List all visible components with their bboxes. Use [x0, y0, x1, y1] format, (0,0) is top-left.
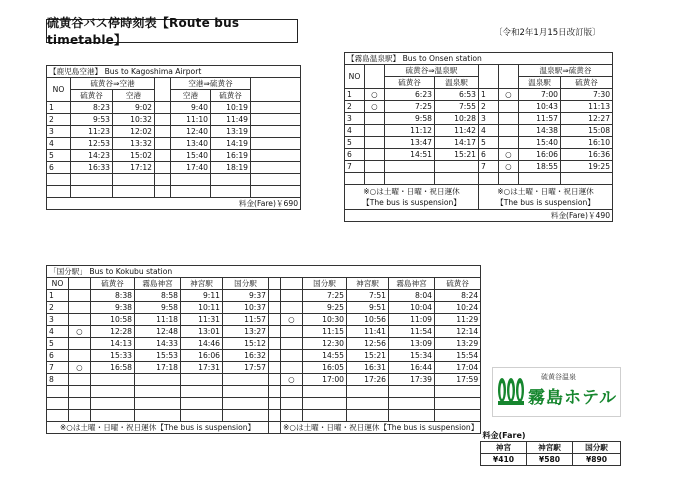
holiday-mark: [69, 338, 91, 350]
row-number: 1: [47, 102, 71, 114]
time-cell: 9:53: [71, 114, 113, 126]
time-cell: 11:09: [389, 314, 435, 326]
time-cell: 9:11: [181, 290, 223, 302]
kokubu-no-header: NO: [47, 278, 69, 290]
holiday-mark: ○: [69, 326, 91, 338]
holiday-mark: ○: [281, 314, 303, 326]
time-cell: 15:54: [435, 350, 481, 362]
table-row: [345, 89, 613, 101]
holiday-mark: [365, 125, 385, 137]
onsen-no-header: NO: [345, 65, 365, 89]
airport-col-header: 空港: [113, 90, 155, 102]
table-row: [47, 302, 481, 314]
holiday-mark: [69, 350, 91, 362]
row-number: 4: [479, 125, 499, 137]
table-row: [345, 149, 613, 161]
time-cell: 13:40: [171, 138, 211, 150]
time-cell: 11:23: [71, 126, 113, 138]
onsen-col-header: 硫黄谷: [385, 77, 435, 89]
time-cell: 10:28: [435, 113, 479, 125]
time-cell: 8:58: [135, 290, 181, 302]
row-number: 8: [47, 374, 69, 386]
time-cell: 16:32: [223, 350, 269, 362]
time-cell: 10:37: [223, 302, 269, 314]
kokubu-fare-table: [480, 430, 621, 466]
gap-cell: [269, 290, 281, 302]
row-number: 3: [47, 314, 69, 326]
time-cell: 9:58: [135, 302, 181, 314]
holiday-mark: [365, 137, 385, 149]
onsen-note-inbound: [479, 185, 613, 210]
table-row: [47, 138, 301, 150]
time-cell: 12:53: [71, 138, 113, 150]
airport-col-header: 硫黄谷: [211, 90, 251, 102]
table-row: [47, 150, 301, 162]
gap-cell: [155, 162, 171, 174]
time-cell: 7:51: [347, 290, 389, 302]
onsen-fare: 料金(Fare)￥490: [345, 210, 613, 222]
table-row: [345, 125, 613, 137]
airport-dir-inbound: 空港⇒硫黄谷: [171, 78, 251, 90]
kokubu-col-header: 硫黄谷: [435, 278, 481, 290]
time-cell: 15:53: [135, 350, 181, 362]
row-number: 1: [345, 89, 365, 101]
row-number: 5: [47, 150, 71, 162]
table-row: [47, 314, 481, 326]
gap-cell: [269, 326, 281, 338]
table-row: [47, 326, 481, 338]
holiday-mark: ○: [499, 161, 519, 173]
time-cell: 9:02: [113, 102, 155, 114]
onsen-note-line1: ※○は土曜・日曜・祝日運休: [497, 187, 594, 196]
holiday-mark: [281, 350, 303, 362]
time-cell: 11:29: [435, 314, 481, 326]
time-cell: 15:12: [223, 338, 269, 350]
time-cell: 12:56: [347, 338, 389, 350]
kokubu-col-header: 国分駅: [303, 278, 347, 290]
row-number: 6: [345, 149, 365, 161]
time-cell: 10:11: [181, 302, 223, 314]
time-cell: 18:19: [211, 162, 251, 174]
gap-cell: [155, 114, 171, 126]
holiday-mark: [499, 137, 519, 149]
time-cell: 16:33: [71, 162, 113, 174]
logo-subtitle: 硫黄谷温泉: [541, 373, 576, 381]
time-cell: 13:32: [113, 138, 155, 150]
row-number: 6: [47, 350, 69, 362]
gap-cell: [269, 302, 281, 314]
row-number: 2: [479, 101, 499, 113]
holiday-mark: [281, 290, 303, 302]
holiday-mark: [281, 338, 303, 350]
holiday-mark: [365, 149, 385, 161]
holiday-mark: [281, 302, 303, 314]
time-cell: 7:25: [385, 101, 435, 113]
time-cell: 13:19: [211, 126, 251, 138]
fare-value-shrine: ¥410: [481, 454, 527, 466]
hotel-mark-icon: [497, 377, 525, 407]
gap-cell: [155, 102, 171, 114]
gap-cell: [251, 102, 301, 114]
row-number: 5: [479, 137, 499, 149]
table-row: [345, 137, 613, 149]
onsen-caption: 【霧島温泉駅】 Bus to Onsen station: [345, 53, 613, 65]
time-cell: 17:40: [171, 162, 211, 174]
time-cell: 12:28: [91, 326, 135, 338]
time-cell: 9:51: [347, 302, 389, 314]
holiday-mark: [69, 314, 91, 326]
time-cell: 14:23: [71, 150, 113, 162]
time-cell: 16:19: [211, 150, 251, 162]
row-number: 5: [345, 137, 365, 149]
row-number: 2: [47, 114, 71, 126]
time-cell: 17:31: [181, 362, 223, 374]
time-cell: 14:33: [135, 338, 181, 350]
time-cell: 15:40: [171, 150, 211, 162]
airport-timetable: [46, 65, 301, 210]
time-cell: 16:58: [91, 362, 135, 374]
time-cell: 12:48: [135, 326, 181, 338]
time-cell: 18:55: [519, 161, 561, 173]
time-cell: 12:14: [435, 326, 481, 338]
kokubu-col-header: 霧島神宮: [389, 278, 435, 290]
fare-head-shrine: 神宮: [481, 442, 527, 454]
kokubu-col-header: 硫黄谷: [91, 278, 135, 290]
table-row: [47, 338, 481, 350]
holiday-mark: ○: [281, 374, 303, 386]
table-row: [47, 162, 301, 174]
holiday-mark: [365, 161, 385, 173]
kokubu-col-header: 神宮駅: [181, 278, 223, 290]
time-cell: 9:37: [223, 290, 269, 302]
airport-col-header: 空港: [171, 90, 211, 102]
row-number: 3: [479, 113, 499, 125]
gap-cell: [251, 138, 301, 150]
row-number: 4: [47, 326, 69, 338]
onsen-dir-outbound: 硫黄谷⇒温泉駅: [385, 65, 479, 77]
time-cell: 13:01: [181, 326, 223, 338]
time-cell: 8:23: [71, 102, 113, 114]
time-cell: 8:04: [389, 290, 435, 302]
time-cell: 12:02: [113, 126, 155, 138]
page-title: 硫黄谷バス停時刻表【Route bus timetable】: [46, 19, 298, 43]
time-cell: 9:38: [91, 302, 135, 314]
time-cell: 17:18: [135, 362, 181, 374]
row-number: 7: [479, 161, 499, 173]
row-number: 7: [47, 362, 69, 374]
time-cell: 7:30: [561, 89, 613, 101]
time-cell: 10:32: [113, 114, 155, 126]
time-cell: 15:21: [347, 350, 389, 362]
time-cell: [223, 374, 269, 386]
holiday-mark: [69, 374, 91, 386]
time-cell: [135, 374, 181, 386]
time-cell: 10:04: [389, 302, 435, 314]
time-cell: 16:06: [181, 350, 223, 362]
onsen-note-line2: 【The bus is suspension】: [362, 198, 461, 207]
row-number: 6: [47, 162, 71, 174]
time-cell: 11:10: [171, 114, 211, 126]
table-row: [345, 161, 613, 173]
table-row: [47, 362, 481, 374]
row-number: 2: [47, 302, 69, 314]
onsen-dir-inbound: 温泉駅⇒硫黄谷: [519, 65, 613, 77]
gap-cell: [269, 350, 281, 362]
time-cell: [385, 161, 435, 173]
time-cell: 15:34: [389, 350, 435, 362]
airport-col-header: 硫黄谷: [71, 90, 113, 102]
time-cell: 13:27: [223, 326, 269, 338]
time-cell: 11:54: [389, 326, 435, 338]
row-number: 7: [345, 161, 365, 173]
time-cell: 13:09: [389, 338, 435, 350]
fare-value-kokubu-station: ¥890: [573, 454, 621, 466]
holiday-mark: [499, 113, 519, 125]
time-cell: 14:17: [435, 137, 479, 149]
gap-cell: [155, 150, 171, 162]
holiday-mark: ○: [499, 149, 519, 161]
time-cell: 14:55: [303, 350, 347, 362]
time-cell: 6:23: [385, 89, 435, 101]
holiday-mark: [499, 125, 519, 137]
onsen-col-header: 温泉駅: [519, 77, 561, 89]
time-cell: 13:29: [435, 338, 481, 350]
table-row: [345, 113, 613, 125]
blank-row: [345, 173, 613, 185]
blank-row: [47, 386, 481, 398]
gap-cell: [155, 138, 171, 150]
kokubu-caption: 「国分駅」 Bus to Kokubu station: [47, 266, 481, 278]
blank-row: [47, 186, 301, 198]
time-cell: 11:41: [347, 326, 389, 338]
time-cell: 9:58: [385, 113, 435, 125]
time-cell: 14:38: [519, 125, 561, 137]
holiday-mark: [365, 113, 385, 125]
time-cell: 9:40: [171, 102, 211, 114]
time-cell: 12:30: [303, 338, 347, 350]
time-cell: 16:44: [389, 362, 435, 374]
holiday-mark: ○: [365, 89, 385, 101]
time-cell: 11:15: [303, 326, 347, 338]
onsen-col-header: 温泉駅: [435, 77, 479, 89]
time-cell: 17:12: [113, 162, 155, 174]
time-cell: 11:42: [435, 125, 479, 137]
row-number: 2: [345, 101, 365, 113]
row-number: 3: [47, 126, 71, 138]
table-row: [47, 114, 301, 126]
time-cell: 11:57: [519, 113, 561, 125]
time-cell: 17:57: [223, 362, 269, 374]
time-cell: 16:06: [519, 149, 561, 161]
time-cell: 16:05: [303, 362, 347, 374]
time-cell: 14:46: [181, 338, 223, 350]
time-cell: 15:33: [91, 350, 135, 362]
time-cell: 15:08: [561, 125, 613, 137]
onsen-note-line1: ※○は土曜・日曜・祝日運休: [363, 187, 460, 196]
time-cell: 10:30: [303, 314, 347, 326]
time-cell: 7:25: [303, 290, 347, 302]
time-cell: 11:13: [561, 101, 613, 113]
time-cell: 12:27: [561, 113, 613, 125]
holiday-mark: ○: [499, 89, 519, 101]
time-cell: 9:25: [303, 302, 347, 314]
blank-row: [47, 174, 301, 186]
time-cell: 14:13: [91, 338, 135, 350]
holiday-mark: [281, 326, 303, 338]
gap-cell: [269, 374, 281, 386]
fare-value-jingu-station: ¥580: [527, 454, 573, 466]
row-number: 3: [345, 113, 365, 125]
time-cell: 16:31: [347, 362, 389, 374]
blank-row: [47, 410, 481, 422]
time-cell: 11:12: [385, 125, 435, 137]
revision-date: 〔令和2年1月15日改訂版〕: [494, 28, 601, 38]
kokubu-note-inbound: ※○は土曜・日曜・祝日運休【The bus is suspension】: [281, 422, 481, 434]
row-number: 6: [479, 149, 499, 161]
gap-cell: [269, 362, 281, 374]
onsen-timetable: [344, 52, 613, 222]
time-cell: 14:19: [211, 138, 251, 150]
onsen-note-line2: 【The bus is suspension】: [496, 198, 595, 207]
onsen-note-outbound: [345, 185, 479, 210]
time-cell: 6:53: [435, 89, 479, 101]
time-cell: 16:10: [561, 137, 613, 149]
time-cell: 17:04: [435, 362, 481, 374]
kokubu-col-header: 神宮駅: [347, 278, 389, 290]
time-cell: 8:38: [91, 290, 135, 302]
holiday-mark: [499, 101, 519, 113]
time-cell: [91, 374, 135, 386]
time-cell: 15:40: [519, 137, 561, 149]
time-cell: 11:49: [211, 114, 251, 126]
time-cell: 17:00: [303, 374, 347, 386]
gap-cell: [269, 314, 281, 326]
fare-head-jingu-station: 神宮駅: [527, 442, 573, 454]
time-cell: 17:39: [389, 374, 435, 386]
time-cell: 12:40: [171, 126, 211, 138]
gap-cell: [251, 162, 301, 174]
time-cell: 10:24: [435, 302, 481, 314]
onsen-col-header: 硫黄谷: [561, 77, 613, 89]
time-cell: 17:59: [435, 374, 481, 386]
fare-head-kokubu-station: 国分駅: [573, 442, 621, 454]
time-cell: 10:58: [91, 314, 135, 326]
table-row: [47, 102, 301, 114]
time-cell: 11:18: [135, 314, 181, 326]
time-cell: 15:21: [435, 149, 479, 161]
row-number: 5: [47, 338, 69, 350]
holiday-mark: [69, 302, 91, 314]
time-cell: 11:57: [223, 314, 269, 326]
kokubu-col-header: 霧島神宮: [135, 278, 181, 290]
table-row: [345, 101, 613, 113]
kokubu-note-outbound: ※○は土曜・日曜・祝日運休【The bus is suspension】: [47, 422, 269, 434]
row-number: 4: [345, 125, 365, 137]
time-cell: 7:00: [519, 89, 561, 101]
holiday-mark: [281, 362, 303, 374]
row-number: 4: [47, 138, 71, 150]
blank-row: [47, 398, 481, 410]
time-cell: [435, 161, 479, 173]
gap-cell: [251, 150, 301, 162]
time-cell: 10:43: [519, 101, 561, 113]
kokubu-fare-label: 料金(Fare): [482, 431, 526, 440]
kokubu-timetable: [46, 265, 481, 434]
time-cell: 11:31: [181, 314, 223, 326]
row-number: 1: [479, 89, 499, 101]
time-cell: 13:47: [385, 137, 435, 149]
airport-fare: 料金(Fare)￥690: [47, 198, 301, 210]
time-cell: 15:02: [113, 150, 155, 162]
time-cell: 17:26: [347, 374, 389, 386]
time-cell: 16:36: [561, 149, 613, 161]
holiday-mark: [69, 290, 91, 302]
time-cell: 10:56: [347, 314, 389, 326]
time-cell: 8:24: [435, 290, 481, 302]
logo-name: 霧島ホテル: [528, 388, 618, 408]
table-row: [47, 350, 481, 362]
row-number: 1: [47, 290, 69, 302]
table-row: [47, 126, 301, 138]
airport-caption: 【鹿児島空港】 Bus to Kagoshima Airport: [47, 66, 301, 78]
airport-no-header: NO: [47, 78, 71, 102]
table-row: [47, 290, 481, 302]
airport-dir-outbound: 硫黄谷⇒空港: [71, 78, 155, 90]
time-cell: [181, 374, 223, 386]
time-cell: 7:55: [435, 101, 479, 113]
time-cell: 14:51: [385, 149, 435, 161]
gap-cell: [251, 126, 301, 138]
holiday-mark: ○: [69, 362, 91, 374]
kokubu-col-header: 国分駅: [223, 278, 269, 290]
holiday-mark: ○: [365, 101, 385, 113]
time-cell: 19:25: [561, 161, 613, 173]
gap-cell: [251, 114, 301, 126]
gap-cell: [269, 338, 281, 350]
time-cell: 10:19: [211, 102, 251, 114]
table-row: [47, 374, 481, 386]
gap-cell: [155, 126, 171, 138]
hotel-logo: [492, 367, 621, 417]
